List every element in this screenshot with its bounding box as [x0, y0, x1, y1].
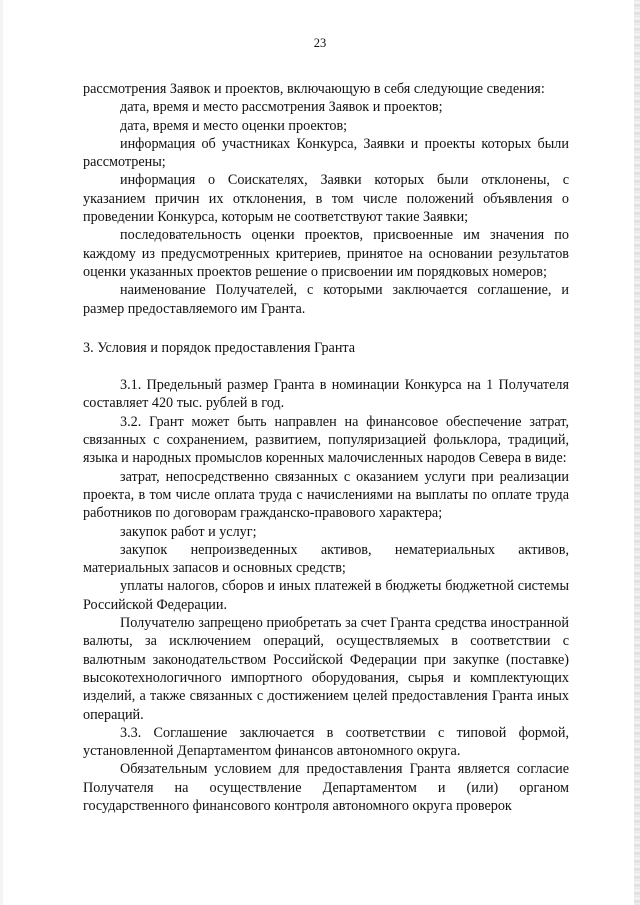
scan-edge-left: [0, 0, 3, 905]
paragraph: наименование Получателей, с которыми заключается соглашение, и размер предоставляемого им Гранта.: [83, 282, 569, 317]
paragraph: информация об участниках Конкурса, Заявки и проекты которых были рассмотрены;: [83, 135, 569, 171]
paragraph: Получателю запрещено приобретать за счет Гранта средства иностранной валюты, за исключением операций, осуществляемых в соответствии с валютным законодательством Российской Федерации при закупке (поставке) высокотехнологичного импортного оборудования, сырья и комплектующих изделий, а также связанных с достижением целей предоставления Гранта иных операций.: [83, 615, 569, 723]
section-heading: 3. Условия и порядок предоставления Гранта: [83, 339, 356, 356]
paragraph: Обязательным условием для предоставления Гранта является согласие Получателя на осуществление Департаментом и (или) органом государственного финансового контроля автономного округа проверок: [83, 761, 569, 814]
scan-edge-right: [634, 0, 640, 905]
paragraph: 3.2. Грант может быть направлен на финансовое обеспечение затрат, связанных с сохранением, развитием, популяризацией фольклора, традиций, языка и народных промыслов коренных малочисленных народов Севера в виде:: [83, 413, 569, 467]
paragraph: закупок непроизведенных активов, нематериальных активов, материальных запасов и основных средств;: [83, 541, 569, 577]
document-body: [83, 80, 569, 815]
paragraph: 3.3. Соглашение заключается в соответствии с типовой формой, установленной Департаментом финансов автономного округа.: [83, 724, 569, 760]
paragraph-group-bottom: [83, 376, 569, 815]
paragraph: дата, время и место рассмотрения Заявок и проектов;: [120, 99, 443, 116]
paragraph-group-top: [83, 80, 569, 318]
paragraph: дата, время и место оценки проектов;: [120, 117, 348, 134]
paragraph: 3.1. Предельный размер Гранта в номинации Конкурса на 1 Получателя составляет 420 тыс. рублей в год.: [83, 377, 569, 412]
paragraph: последовательность оценки проектов, присвоенные им значения по каждому из предусмотренных критериев, принятое на основании результатов оценки указанных проектов решение о присвоении им порядковых номеров;: [83, 227, 569, 280]
paragraph: закупок работ и услуг;: [120, 523, 257, 540]
page-number: 23: [313, 36, 327, 50]
paragraph: информация о Соискателях, Заявки которых были отклонены, с указанием причин их отклонения, в том числе положений объявления о проведении Конкурса, которым не соответствуют такие Заявки;: [83, 172, 569, 226]
paragraph: рассмотрения Заявок и проектов, включающую в себя следующие сведения:: [83, 81, 545, 97]
paragraph: затрат, непосредственно связанных с оказанием услуги при реализации проекта, в том числе оплата труда с начислениями на выплаты по оплате труда работников по договорам гражданско-правового характера;: [83, 468, 569, 522]
paragraph: уплаты налогов, сборов и иных платежей в бюджеты бюджетной системы Российской Федерации.: [83, 578, 569, 613]
